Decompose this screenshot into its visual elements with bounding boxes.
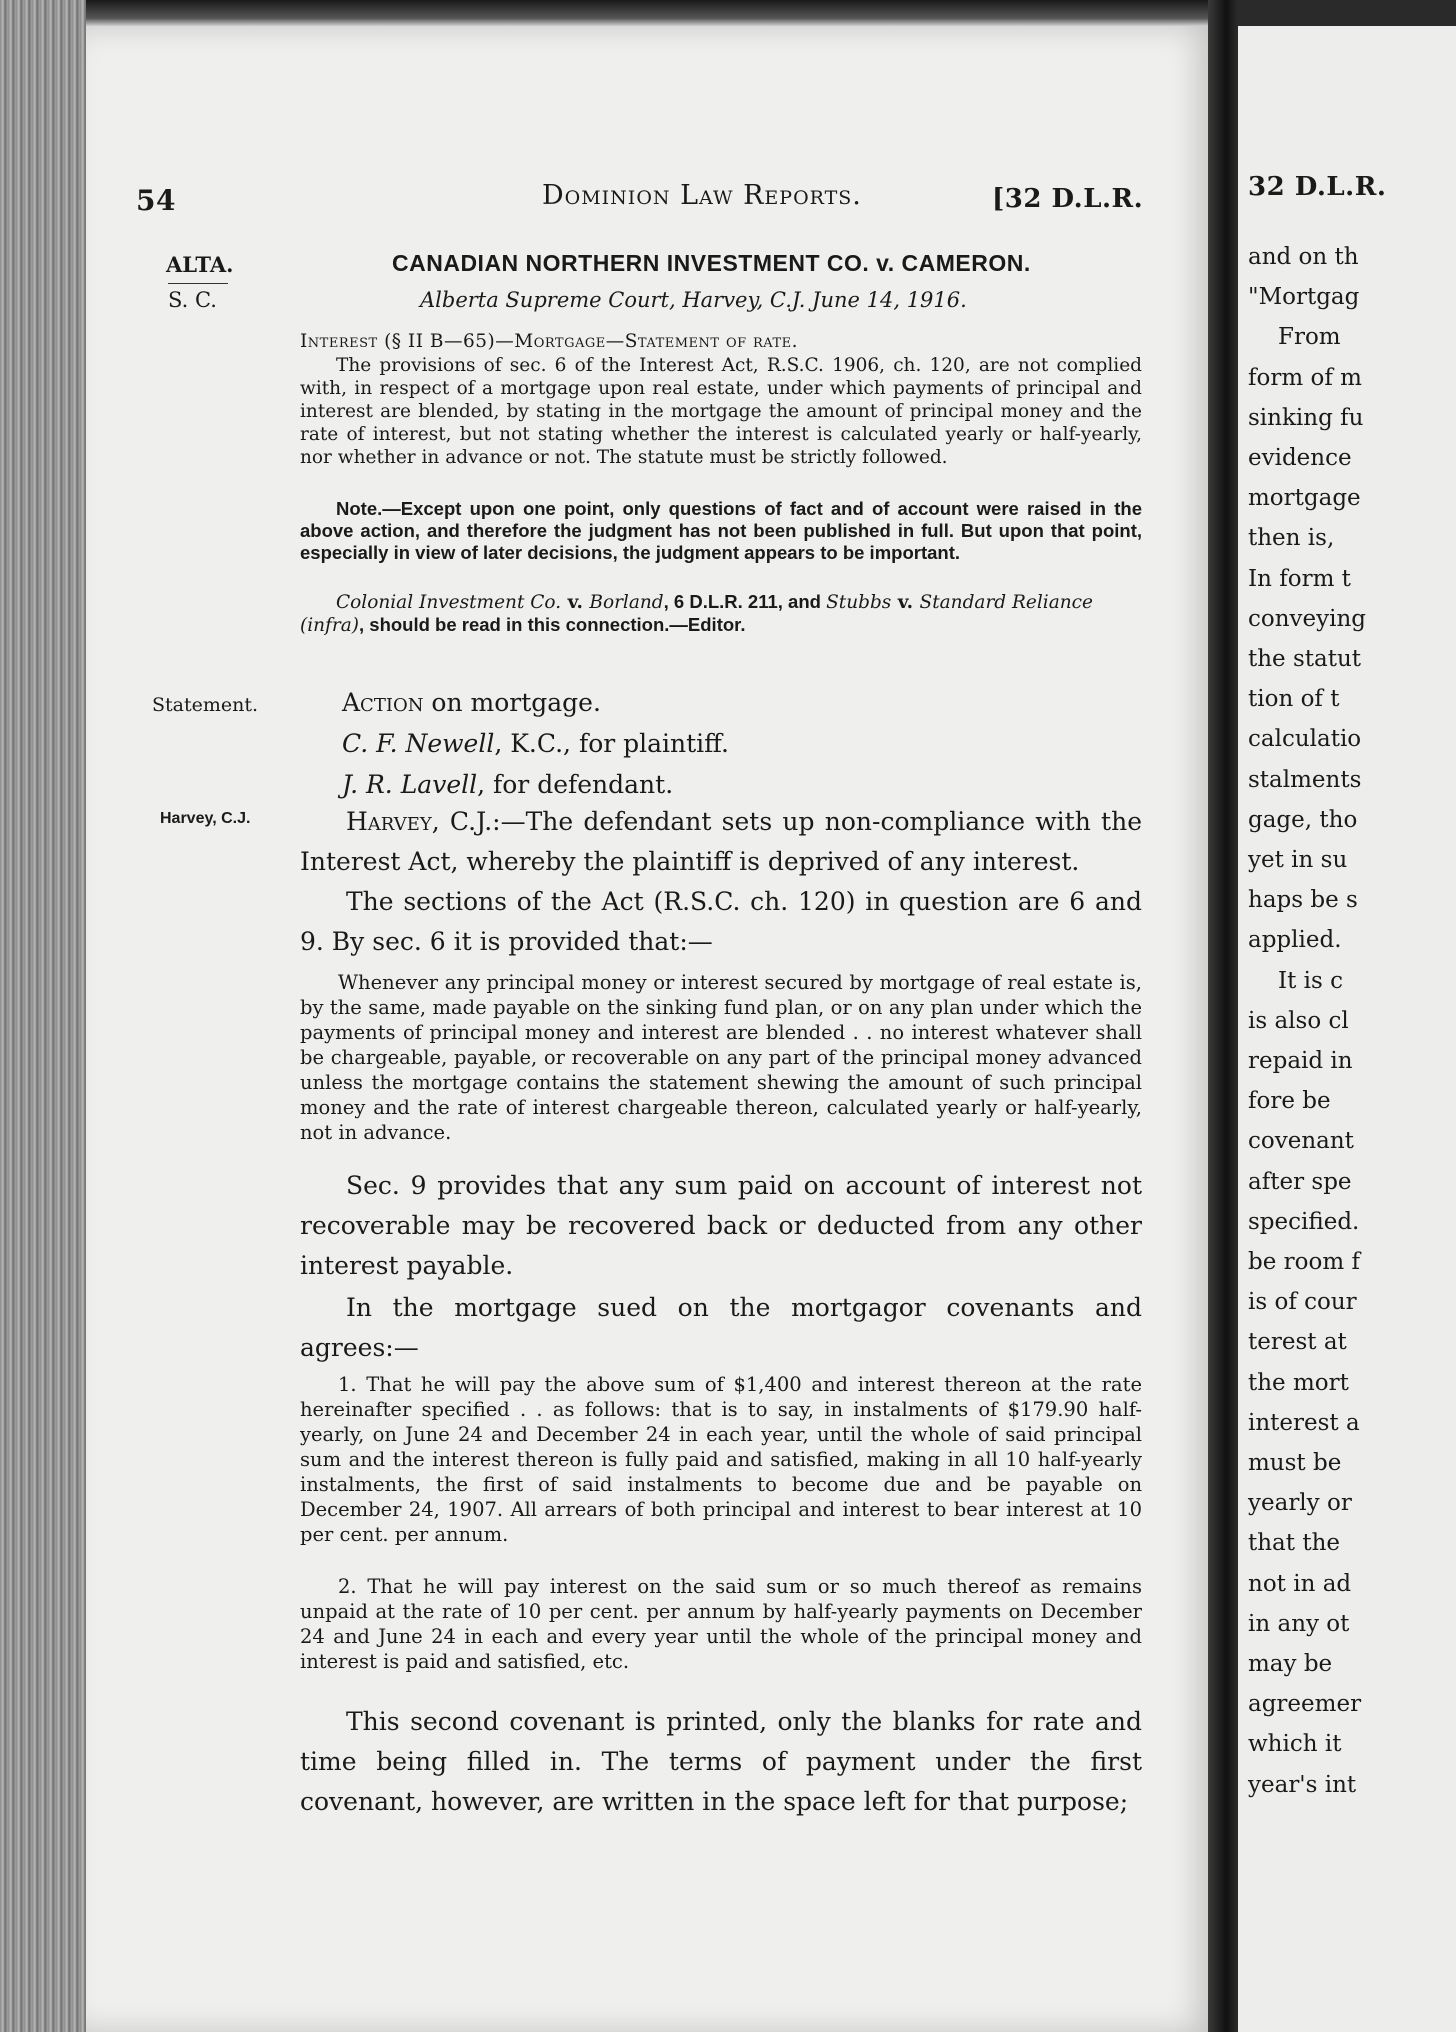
judgment-paragraph-5: This second covenant is printed, only the blanks for rate and time being filled in. The terms of payment under the first covenant, however, are written in the space left for that purpose; [300,1707,1142,1816]
facing-page-line: yet in su [1248,847,1348,873]
defendant-counsel: J. R. Lavell [342,770,478,799]
facing-page-line: year's int [1248,1771,1357,1798]
volume-label: [32 D.L.R. [992,184,1144,214]
plaintiff-counsel-line [342,729,729,758]
action-line [342,688,601,717]
defendant-rest: , for defendant. [477,770,674,799]
facing-page-line: conveying [1248,605,1367,632]
facing-page-line: In form t [1248,565,1351,592]
facing-page-line: tion of t [1248,686,1340,713]
facing-page-line: and on th [1248,244,1359,270]
facing-page-line: covenant [1248,1128,1354,1155]
province-rule [168,283,228,284]
action-label: Action [342,688,424,717]
facing-page-line: the statut [1248,646,1362,672]
plaintiff-rest: , K.C., for plaintiff. [494,729,729,758]
facing-page-line: yearly or [1248,1490,1352,1517]
ref-v-2: v. [891,592,920,613]
related-cases [300,591,1142,637]
left-page [86,26,1216,2032]
statement-marginal: Statement. [152,694,259,716]
judgment-paragraph-4: In the mortgage sued on the mortgagor covenants and agrees:— [300,1293,1142,1362]
judgment-p1-text: :—The defendant sets up non-compliance with the Interest Act, whereby the plaintiff is deprived of any interest. [300,807,1143,876]
headnote-text: The provisions of sec. 6 of the Interest Act, R.S.C. 1906, ch. 120, are not complied with, in respect of a mortgage upon real estate, under which payments of principal and interest are blended, by stating in the mortgage the amount of principal money and the rate of interest, but not stating whether the interest is calculated yearly or half-yearly, nor whether in advance or not. The statute must be strictly followed. [300,355,1142,468]
facing-page-line: "Mortgag [1248,284,1360,311]
province-label: ALTA. [166,252,234,277]
facing-page-line: be room f [1248,1249,1360,1275]
ref-cite-1: , 6 D.L.R. 211, and [663,591,827,612]
facing-page-line: is of cour [1248,1289,1357,1316]
facing-page-line: after spe [1248,1168,1352,1195]
plaintiff-counsel: C. F. Newell [342,729,495,758]
ref-v-1: v. [561,592,590,613]
defendant-counsel-line [342,770,673,799]
action-rest: on mortgage. [423,688,601,717]
case-title: CANADIAN NORTHERN INVESTMENT CO. v. CAMERON. [392,250,1031,276]
facing-page-line: form of m [1248,364,1362,391]
page-number: 54 [136,184,176,217]
facing-page-line: From [1278,324,1341,351]
ref-case-2: Stubbs [826,592,892,613]
page-gutter [1208,0,1238,2032]
ref-case-1b: Borland [589,592,664,613]
covenant-1-quote: 1. That he will pay the above sum of $1,400 and interest thereon at the rate hereinafter specified . . as follows: that is to say, in instalments of $179.90 half-yearly, on June 24 and December 24 in each year, until the whole of said principal sum and the interest thereon is fully paid and satisfied, making in all 10 half-yearly instalments, the first of said instalments to become due and be payable on December 24, 1907. All arrears of both principal and interest to bear interest at 10 per cent. per annum. [300,1373,1142,1546]
facing-page-line: applied. [1248,927,1342,954]
editor-note: Note.—Except upon one point, only questions of fact and of account were raised in the above action, and therefore the judgment has not been published in full. But upon that point, especially in view of later decisions, the judgment appears to be important. [300,498,1142,563]
book-binding-edge [0,0,86,2032]
facing-page-line: agreemer [1248,1691,1362,1718]
facing-page-line: repaid in [1248,1048,1353,1074]
statute-quote: Whenever any principal money or interest secured by mortgage of real estate is, by the same, made payable on the sinking fund plan, or on any plan under which the payments of principal money and interest are blended . . no interest whatever shall be chargeable, payable, or recoverable on any part of the principal money advanced unless the mortgage contains the statement shewing the amount of such principal money and the rate of interest chargeable thereon, calculated yearly or half-yearly, not in advance. [300,971,1142,1144]
facing-page-line: is also cl [1248,1007,1349,1034]
facing-page-line: mortgage [1248,485,1361,512]
facing-page-line: interest a [1248,1409,1360,1436]
facing-page-line: sinking fu [1248,404,1364,431]
facing-page-line: then is, [1248,525,1335,552]
facing-page-line: stalments [1248,766,1362,793]
facing-page [1238,26,1456,2032]
facing-page-line: in any ot [1248,1610,1350,1637]
court-line: Alberta Supreme Court, Harvey, C.J. June 14, 1916. [420,288,967,312]
facing-page-line: calculatio [1248,726,1362,753]
top-edge-shadow [86,0,1226,26]
judgment-paragraph-3: Sec. 9 provides that any sum paid on account of interest not recoverable may be recovered back or deducted from any other interest payable. [300,1171,1142,1280]
judgment-paragraph-2: The sections of the Act (R.S.C. ch. 120) in question are 6 and 9. By sec. 6 it is provided that:— [300,887,1142,956]
facing-page-line: the mort [1248,1369,1349,1396]
facing-page-line: terest at [1248,1329,1347,1356]
judge-marginal: Harvey, C.J. [160,810,251,827]
facing-page-line: may be [1248,1651,1333,1677]
facing-page-line: evidence [1248,445,1352,471]
ref-tail: , should be read in this connection.—Editor. [359,614,746,635]
headnote-catchline: Interest (§ II B—65)—Mortgage—Statement of rate. [300,331,799,352]
facing-page-line: gage, tho [1248,806,1358,833]
facing-page-line: specified. [1248,1208,1360,1235]
facing-page-line: fore be [1248,1088,1331,1115]
ref-case-1: Colonial Investment Co. [336,592,562,613]
ref-case-2b: Standard Reliance (infra) [300,592,1093,636]
facing-page-line: haps be s [1248,887,1358,914]
court-abbr: S. C. [168,288,217,312]
facing-page-line: not in ad [1248,1570,1352,1597]
facing-page-line: must be [1248,1450,1342,1476]
judge-name: Harvey, C.J. [346,807,493,836]
facing-page-header: 32 D.L.R. [1248,172,1387,202]
running-title: Dominion Law Reports. [542,180,862,211]
facing-page-line: that the [1248,1530,1340,1557]
facing-page-line: which it [1248,1731,1342,1758]
facing-page-line: It is c [1278,967,1343,994]
covenant-2-quote: 2. That he will pay interest on the said sum or so much thereof as remains unpaid at the rate of 10 per cent. per annum by half-yearly payments on December 24 and June 24 in each and every year until the whole of the principal money and interest is paid and satisfied, etc. [300,1575,1142,1673]
judgment-paragraph-1 [300,802,1142,882]
